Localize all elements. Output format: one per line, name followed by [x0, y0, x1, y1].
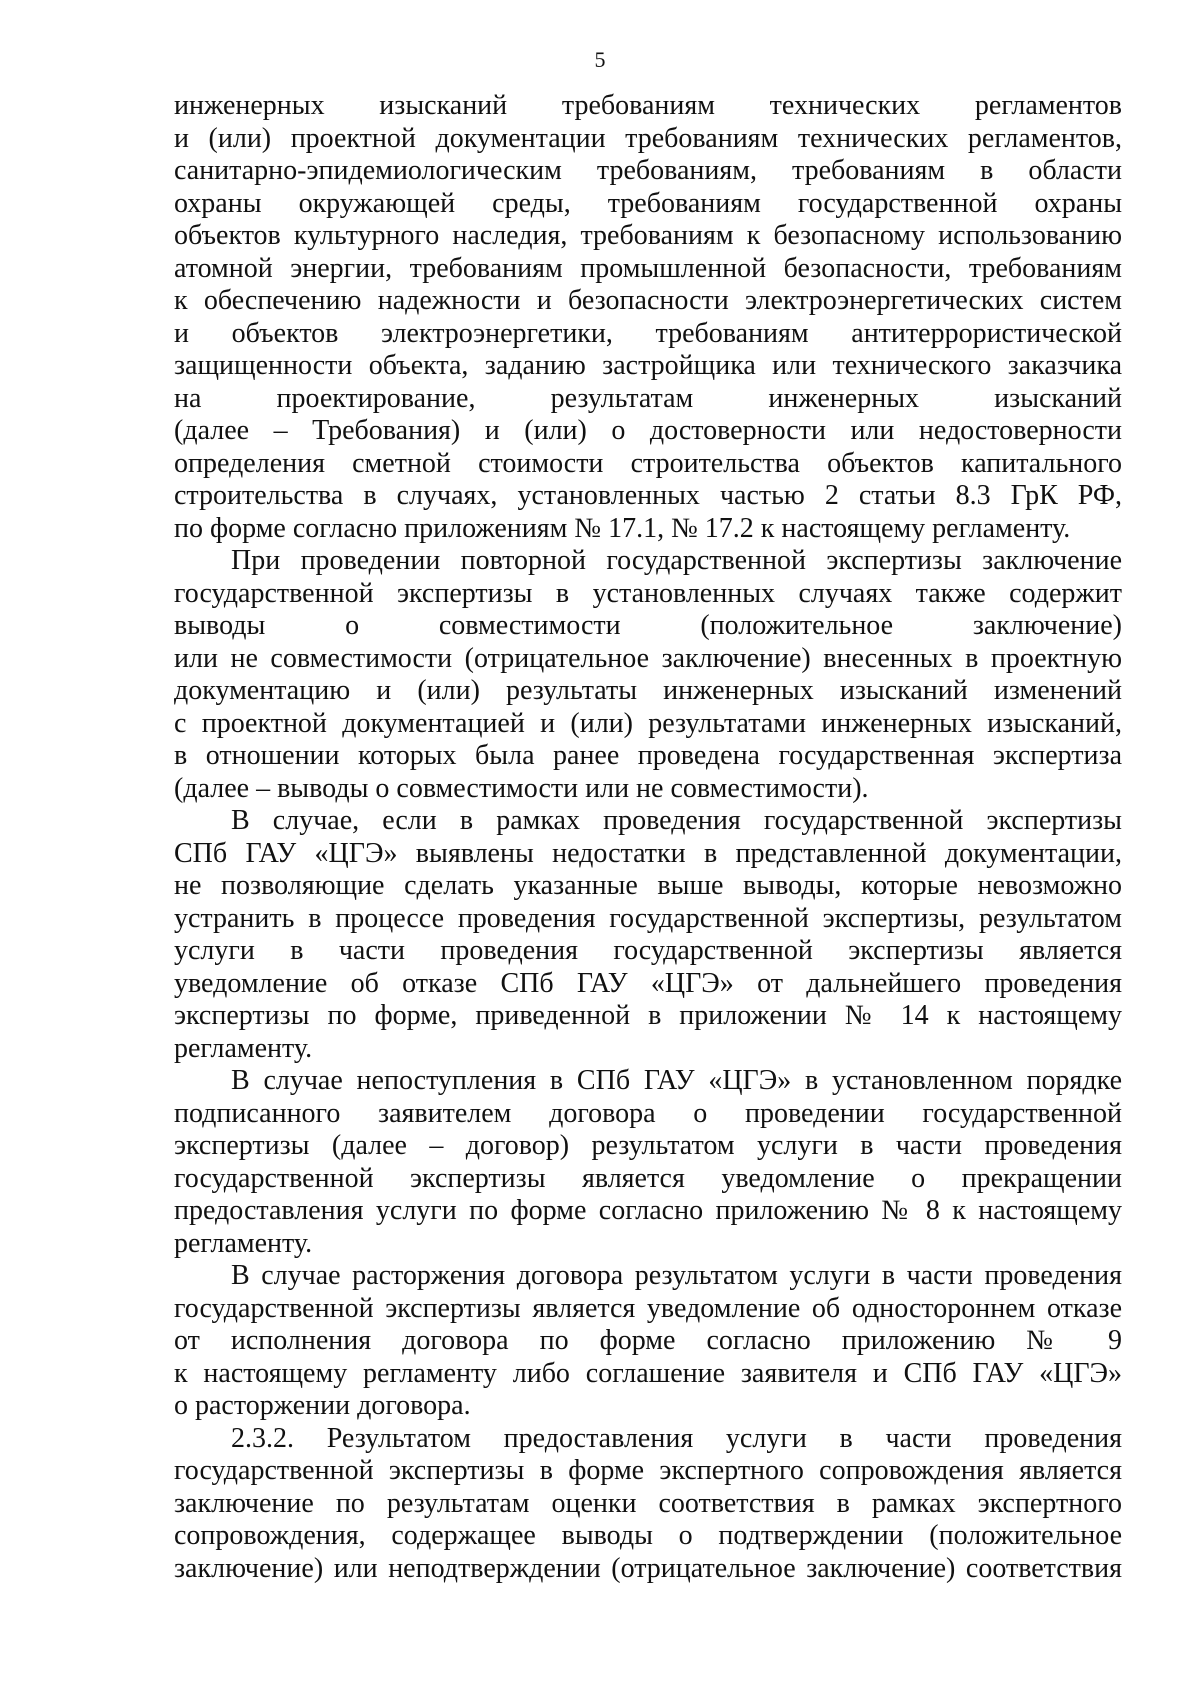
text-line: к обеспечению надежности и безопасности электроэнергетических систем — [174, 285, 1122, 316]
text-line: (далее – Требования) и (или) о достоверности или недостоверности — [174, 415, 1122, 446]
text-line: регламенту. — [174, 1227, 313, 1259]
text-line: заключение) или неподтверждении (отрицательное заключение) соответствия — [174, 1552, 1122, 1584]
text-line: в отношении которых была ранее проведена государственная экспертиза — [174, 740, 1122, 771]
text-line: выводы о совместимости (положительное заключение) — [174, 610, 1122, 641]
text-line: государственной экспертизы является уведомление о прекращении — [174, 1162, 1122, 1194]
text-line: устранить в процессе проведения государственной экспертизы, результатом — [174, 902, 1122, 934]
text-line: СПб ГАУ «ЦГЭ» выявлены недостатки в представленной документации, — [174, 837, 1122, 869]
text-line: от исполнения договора по форме согласно приложению № 9 — [174, 1325, 1122, 1356]
paragraph — [174, 805, 1122, 1065]
text-line: и (или) проектной документации требованиям технических регламентов, — [174, 122, 1122, 154]
text-line: государственной экспертизы в форме экспертного сопровождения является — [174, 1455, 1122, 1486]
page-number: 5 — [594, 47, 606, 72]
text-line: охраны окружающей среды, требованиям государственной охраны — [174, 187, 1122, 219]
text-line: сопровождения, содержащее выводы о подтверждении (положительное — [174, 1520, 1122, 1551]
text-line: документацию и (или) результаты инженерных изысканий изменений — [174, 675, 1122, 706]
text-line: о расторжении договора. — [174, 1390, 471, 1421]
text-line: определения сметной стоимости строительства объектов капитального — [174, 447, 1122, 479]
paragraph — [174, 1260, 1122, 1423]
text-line: подписанного заявителем договора о проведении государственной — [174, 1097, 1122, 1129]
text-line: и объектов электроэнергетики, требованиям антитеррористической — [174, 317, 1122, 349]
text-line: В случае расторжения договора результатом услуги в части проведения — [231, 1260, 1122, 1291]
text-line: предоставления услуги по форме согласно приложению № 8 к настоящему — [174, 1195, 1122, 1226]
text-line: атомной энергии, требованиям промышленной безопасности, требованиям — [174, 252, 1122, 284]
paragraph — [174, 1065, 1122, 1260]
text-line: 2.3.2. Результатом предоставления услуги в части проведения — [231, 1422, 1122, 1454]
text-line: услуги в части проведения государственной экспертизы является — [174, 935, 1122, 966]
text-line: не позволяющие сделать указанные выше выводы, которые невозможно — [174, 870, 1122, 901]
text-line: к настоящему регламенту либо соглашение заявителя и СПб ГАУ «ЦГЭ» — [174, 1357, 1122, 1389]
text-line: или не совместимости (отрицательное заключение) внесенных в проектную — [174, 642, 1122, 674]
text-line: заключение по результатам оценки соответствия в рамках экспертного — [174, 1487, 1122, 1519]
text-line: регламенту. — [174, 1032, 313, 1064]
text-line: объектов культурного наследия, требованиям к безопасному использованию — [174, 220, 1122, 251]
text-line: по форме согласно приложениям № 17.1, № 17.2 к настоящему регламенту. — [174, 512, 1071, 544]
paragraph — [174, 90, 1122, 545]
text-line: государственной экспертизы является уведомление об одностороннем отказе — [174, 1292, 1122, 1324]
text-line: инженерных изысканий требованиям технических регламентов — [174, 90, 1122, 121]
text-line: на проектирование, результатам инженерных изысканий — [174, 382, 1122, 414]
text-line: При проведении повторной государственной экспертизы заключение — [231, 545, 1122, 576]
text-line: экспертизы (далее – договор) результатом услуги в части проведения — [174, 1130, 1122, 1161]
text-line: (далее – выводы о совместимости или не совместимости). — [174, 772, 869, 804]
text-line: защищенности объекта, заданию застройщика или технического заказчика — [174, 350, 1122, 381]
text-line: строительства в случаях, установленных частью 2 статьи 8.3 ГрК РФ, — [174, 480, 1122, 511]
paragraph — [174, 1423, 1122, 1586]
text-line: санитарно-эпидемиологическим требованиям, требованиям в области — [174, 155, 1122, 186]
text-line: В случае непоступления в СПб ГАУ «ЦГЭ» в установленном порядке — [231, 1065, 1122, 1096]
text-line: с проектной документацией и (или) результатами инженерных изысканий, — [174, 707, 1122, 739]
paragraph — [174, 545, 1122, 805]
text-line: В случае, если в рамках проведения государственной экспертизы — [231, 805, 1122, 836]
text-line: экспертизы по форме, приведенной в приложении № 14 к настоящему — [174, 1000, 1122, 1031]
document-body — [174, 90, 1122, 1585]
text-line: государственной экспертизы в установленных случаях также содержит — [174, 577, 1122, 609]
text-line: уведомление об отказе СПб ГАУ «ЦГЭ» от дальнейшего проведения — [174, 967, 1122, 999]
